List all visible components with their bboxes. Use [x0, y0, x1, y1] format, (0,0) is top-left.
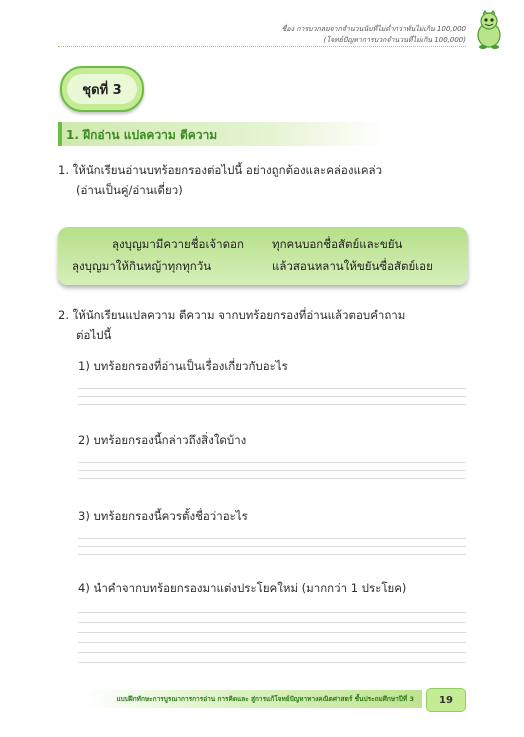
- page-number: 19: [426, 688, 466, 712]
- answer-line[interactable]: [78, 554, 466, 555]
- poem-left-line1: ลุงบุญมามีควายชื่อเจ้าดอก: [112, 237, 244, 251]
- answer-line[interactable]: [78, 642, 466, 643]
- header-divider: [58, 46, 466, 47]
- poem-right-line2: แล้วสอนหลานให้ขยันซื่อสัตย์เอย: [272, 259, 433, 273]
- answer-line[interactable]: [78, 470, 466, 471]
- answer-line[interactable]: [78, 612, 466, 613]
- subquestion-1: 1) บทร้อยกรองที่อ่านเป็นเรื่องเกี่ยวกับอะไร: [78, 359, 288, 373]
- answer-line[interactable]: [78, 652, 466, 653]
- subquestion-3: 3) บทร้อยกรองนี้ควรตั้งชื่อว่าอะไร: [78, 509, 248, 523]
- footer-text: แบบฝึกทักษะการบูรณาการการอ่าน การคิดและ สู่การแก้โจทย์ปัญหาทางคณิตศาสตร์ ชั้นประถมศึกษาปีที่ 3: [116, 695, 414, 703]
- question-1-line2: (อ่านเป็นคู่/อ่านเดี่ยว): [76, 183, 183, 197]
- answer-line[interactable]: [78, 478, 466, 479]
- subquestion-4: 4) นำคำจากบทร้อยกรองมาแต่งประโยคใหม่ (มากกว่า 1 ประโยค): [78, 581, 407, 595]
- footer-bar: [86, 690, 422, 708]
- question-2-line2: ต่อไปนี้: [76, 328, 112, 342]
- set-label: ชุดที่ 3: [67, 74, 137, 104]
- answer-line[interactable]: [78, 462, 466, 463]
- poem-right-line1: ทุกคนบอกชื่อสัตย์และขยัน: [272, 237, 403, 251]
- answer-line[interactable]: [78, 632, 466, 633]
- answer-line[interactable]: [78, 404, 466, 405]
- answer-line[interactable]: [78, 396, 466, 397]
- question-2-line1: 2. ให้นักเรียนแปลความ ตีความ จากบทร้อยกรองที่อ่านแล้วตอบคำถาม: [58, 308, 406, 322]
- answer-line[interactable]: [78, 388, 466, 389]
- answer-line[interactable]: [78, 622, 466, 623]
- section-title: 1. ฝึกอ่าน แปลความ ตีความ: [66, 128, 218, 142]
- subquestion-2: 2) บทร้อยกรองนี้กล่าวถึงสิ่งใดบ้าง: [78, 433, 247, 447]
- answer-line[interactable]: [78, 662, 466, 663]
- answer-line[interactable]: [78, 538, 466, 539]
- answer-line[interactable]: [78, 546, 466, 547]
- header-title-line2: (โจทย์ปัญหาการบวกจำนวนที่ไม่เกิน 100,000): [323, 36, 466, 44]
- header-title-line1: ชื่อง การบวกลบจากจำนวนนับที่ไม่ต่ำกว่าพันไม่เกิน 100,000: [281, 25, 466, 33]
- set-badge: [60, 66, 144, 112]
- dinosaur-mascot-icon: [472, 10, 506, 50]
- poem-left-line2: ลุงบุญมาให้กินหญ้าทุกทุกวัน: [72, 259, 212, 273]
- question-1-line1: 1. ให้นักเรียนอ่านบทร้อยกรองต่อไปนี้ อย่างถูกต้องและคล่องแคล่ว: [58, 163, 383, 177]
